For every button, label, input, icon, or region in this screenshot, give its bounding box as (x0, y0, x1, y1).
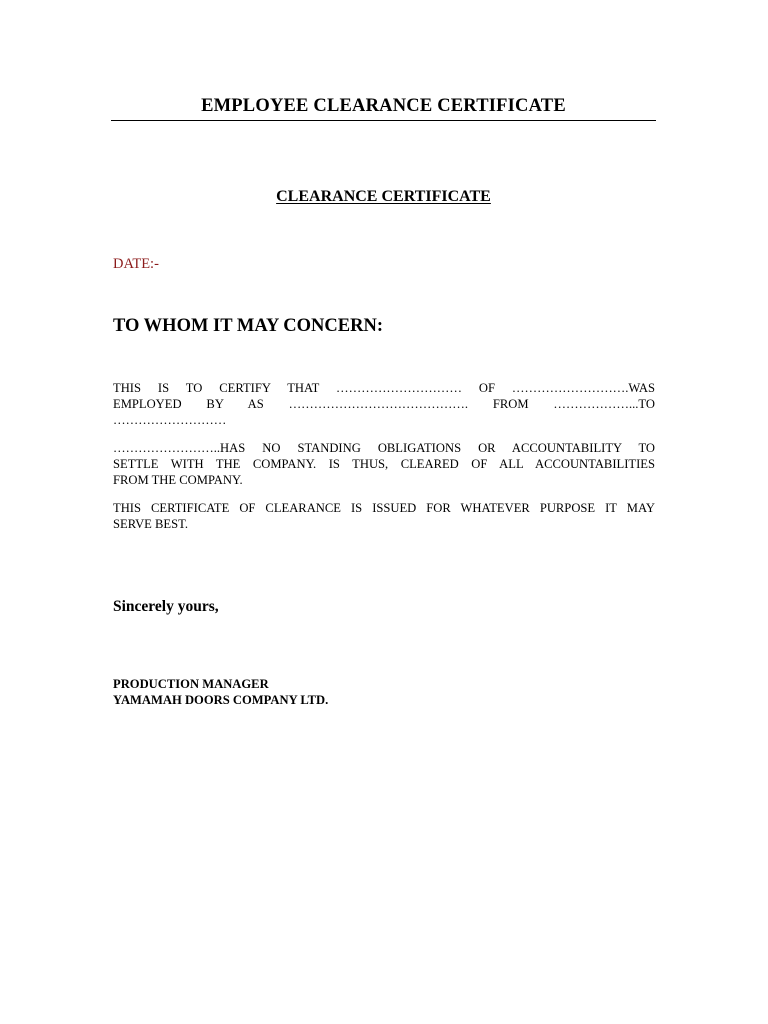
purpose-paragraph-line-1: THIS CERTIFICATE OF CLEARANCE IS ISSUED FOR WHATEVER PURPOSE IT MAY (113, 501, 655, 515)
certificate-sub-title (111, 188, 656, 206)
closing-salutation: Sincerely yours, (113, 598, 219, 615)
certify-paragraph-line-2: EMPLOYED BY AS ……………………………………. FROM ………………...TO (113, 397, 655, 411)
employee-address-blank: ……………………….WAS (511, 381, 655, 395)
certify-paragraph-line-1: THIS IS TO CERTIFY THAT ………………………… OF ……………………….WAS (113, 381, 655, 395)
employee-name-blank: ………………………… (336, 381, 462, 395)
salutation: TO WHOM IT MAY CONCERN: (113, 316, 383, 336)
obligations-paragraph-line-3: FROM THE COMPANY. (113, 473, 243, 487)
date-label: DATE:- (113, 256, 159, 272)
purpose-paragraph (113, 500, 655, 532)
certificate-sub-title-text: CLEARANCE CERTIFICATE (276, 188, 491, 205)
company-name: YAMAMAH DOORS COMPANY LTD. (113, 693, 329, 707)
obligations-paragraph (113, 440, 655, 488)
purpose-paragraph-line-2: SERVE BEST. (113, 517, 189, 531)
name-blank: ……………………..HAS (113, 441, 246, 455)
document-header-title: EMPLOYEE CLEARANCE CERTIFICATE (201, 96, 566, 116)
position-blank: ……………………………………. (288, 397, 469, 411)
obligations-paragraph-line-2: SETTLE WITH THE COMPANY. IS THUS, CLEARED OF ALL ACCOUNTABILITIES (113, 457, 655, 471)
start-date-blank: ………………...TO (553, 397, 655, 411)
certify-paragraph (113, 380, 655, 428)
signatory-title: PRODUCTION MANAGER (113, 677, 269, 691)
obligations-paragraph-line-1: ……………………..HAS NO STANDING OBLIGATIONS OR ACCOUNTABILITY TO (113, 441, 655, 455)
end-date-blank: ……………………… (113, 413, 227, 427)
signature-block (113, 676, 328, 708)
header-divider (111, 120, 656, 121)
